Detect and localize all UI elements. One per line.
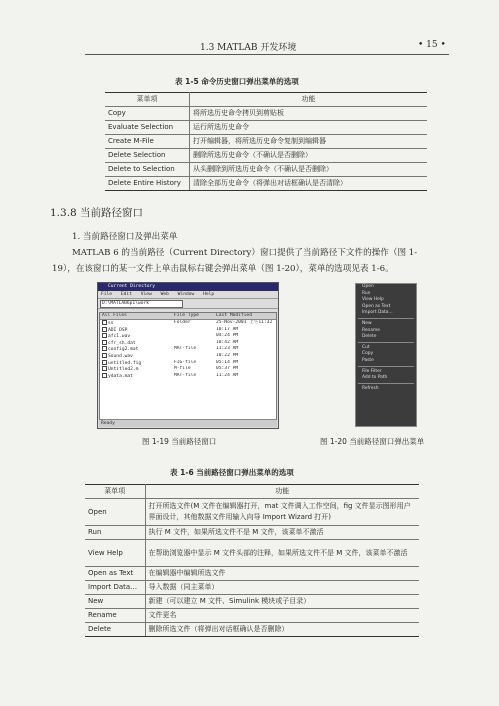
table-cell: Delete Selection bbox=[105, 149, 190, 163]
paragraph-line: 19），在该窗口的某一文件上单击鼠标右键会弹出菜单（图 1-20），菜单的选项见表 1-6。 bbox=[52, 264, 394, 274]
status-bar: Ready bbox=[99, 419, 277, 427]
file-type: MAT-file bbox=[174, 372, 197, 378]
current-directory-window bbox=[97, 282, 279, 429]
file-date: 10:17 AM bbox=[216, 326, 239, 332]
file-name: Sound.wav bbox=[108, 353, 133, 359]
table-row bbox=[85, 499, 419, 526]
context-menu-item[interactable]: Copy bbox=[362, 351, 374, 357]
table-cell: 在帮助浏览器中显示 M 文件头部的注释，如果所选文件不是 M 文件，该菜单不激活 bbox=[145, 540, 419, 567]
table-1-5 bbox=[105, 92, 427, 191]
path-field[interactable]: D:\MATLAB6p1\work bbox=[100, 300, 183, 308]
file-name: config2.mat bbox=[108, 347, 139, 353]
table-cell: Run bbox=[85, 526, 145, 540]
table-row bbox=[105, 121, 427, 135]
table-head-cell: 菜单项 bbox=[85, 485, 145, 499]
table-cell: Copy bbox=[105, 107, 190, 121]
menu-separator bbox=[358, 318, 414, 319]
file-name: untitled.fig bbox=[108, 360, 142, 366]
table-cell: 从头删除到所选历史命令（不确认是否删除） bbox=[190, 163, 428, 177]
context-menu-item[interactable]: Paste bbox=[362, 357, 374, 363]
table-cell: 打开编辑器，将所选历史命令复制到编辑器 bbox=[190, 135, 428, 149]
table-cell: Rename bbox=[85, 609, 145, 623]
column-header[interactable]: Last Modified bbox=[216, 313, 252, 318]
menu-window[interactable]: Window bbox=[177, 292, 195, 297]
file-name: ADI DSP bbox=[108, 327, 128, 333]
context-menu-item[interactable]: Open bbox=[362, 284, 374, 289]
file-type bbox=[174, 340, 216, 347]
table-row bbox=[85, 526, 419, 540]
file-row[interactable] bbox=[100, 327, 276, 334]
table-row bbox=[105, 149, 427, 163]
menu-view[interactable]: View bbox=[140, 292, 152, 297]
menu-help[interactable]: Help bbox=[203, 292, 215, 297]
window-title-bar bbox=[98, 283, 278, 291]
file-type: M-file bbox=[174, 366, 191, 372]
context-menu-item[interactable]: View Help bbox=[362, 297, 384, 303]
file-name: Untitled2.m bbox=[108, 367, 139, 373]
table-row bbox=[85, 609, 419, 623]
menu-web[interactable]: Web bbox=[160, 292, 169, 297]
table-cell: Import Data… bbox=[85, 581, 145, 595]
header-rule bbox=[85, 54, 449, 55]
table-cell: Open bbox=[85, 499, 145, 526]
table-head-cell: 菜单项 bbox=[105, 93, 190, 107]
page-number: • 15 • bbox=[418, 40, 446, 50]
file-date: 10:42 AM bbox=[216, 339, 239, 345]
table-head-cell: 功能 bbox=[190, 93, 428, 107]
file-row[interactable] bbox=[100, 353, 276, 360]
table-cell: 清除全部历史命令（将弹出对话框确认是否清除） bbox=[190, 177, 428, 191]
file-name: afc1.wav bbox=[108, 334, 131, 340]
figure-1-20-caption: 图 1-20 当前路径窗口弹出菜单 bbox=[320, 437, 425, 446]
table-cell: 删除所选历史命令（不确认是否删除） bbox=[190, 149, 428, 163]
table-row bbox=[105, 135, 427, 149]
file-name: cfr_sh.dat bbox=[108, 340, 136, 346]
context-menu-item[interactable]: Delete bbox=[362, 334, 377, 340]
context-menu-item[interactable]: Rename bbox=[362, 327, 381, 333]
table-1-5-caption: 表 1-5 命令历史窗口弹出菜单的选项 bbox=[175, 77, 299, 86]
table-cell: 运行所选历史命令 bbox=[190, 121, 428, 135]
file-type bbox=[174, 327, 216, 334]
subsection-heading: 1. 当前路径窗口及弹出菜单 bbox=[72, 232, 178, 242]
file-row[interactable] bbox=[100, 360, 276, 367]
file-date: 05:37 PM bbox=[216, 366, 239, 372]
table-cell: 将所选历史命令拷贝到剪贴板 bbox=[190, 107, 428, 121]
context-menu-item[interactable]: Run bbox=[362, 290, 371, 296]
file-date: 11:24 AM bbox=[216, 372, 239, 378]
context-menu-item[interactable]: Import Data... bbox=[362, 310, 393, 316]
table-cell: Delete Entire History bbox=[105, 177, 190, 191]
file-type bbox=[174, 333, 216, 340]
file-name: ss bbox=[108, 321, 114, 326]
file-type: FIG-file bbox=[174, 359, 197, 365]
table-cell: Delete bbox=[85, 623, 145, 637]
figure-1-19-caption: 图 1-19 当前路径窗口 bbox=[142, 437, 217, 446]
file-icon bbox=[102, 333, 107, 338]
menu-file[interactable]: File bbox=[101, 292, 113, 297]
window-title: Current Directory bbox=[108, 284, 156, 289]
table-1-6-caption: 表 1-6 当前路径窗口弹出菜单的选项 bbox=[170, 468, 294, 477]
table-cell: Open as Text bbox=[85, 567, 145, 581]
menu-separator bbox=[358, 383, 414, 384]
table-cell: 执行 M 文件，如果所选文件不是 M 文件，该菜单不激活 bbox=[145, 526, 419, 540]
window-menu-bar bbox=[98, 291, 278, 299]
file-row[interactable] bbox=[100, 340, 276, 347]
context-menu-item[interactable]: Open as Text bbox=[362, 303, 391, 309]
table-row bbox=[105, 163, 427, 177]
menu-edit[interactable]: Edit bbox=[120, 292, 132, 297]
file-name: ydata.mat bbox=[108, 373, 133, 379]
column-header[interactable]: All Files bbox=[102, 313, 127, 318]
context-menu-item[interactable]: New bbox=[362, 320, 372, 326]
file-icon bbox=[102, 373, 107, 378]
file-date: 04:24 PM bbox=[216, 333, 239, 339]
table-cell: Evaluate Selection bbox=[105, 121, 190, 135]
file-type bbox=[174, 353, 216, 360]
table-cell: 在编辑器中编辑所选文件 bbox=[145, 567, 419, 581]
table-cell: Delete to Selection bbox=[105, 163, 190, 177]
table-cell: 新建（可以建立 M 文件、Simulink 模块或子目录） bbox=[145, 595, 419, 609]
paragraph-line: MATLAB 6 的当前路径（Current Directory）窗口提供了当前路径下文件的操作（图 1- bbox=[72, 248, 418, 258]
table-cell: 删除所选文件（将弹出对话框确认是否删除） bbox=[145, 623, 419, 637]
file-icon bbox=[102, 346, 107, 351]
file-date: 11:23 AM bbox=[216, 346, 239, 352]
table-row bbox=[85, 595, 419, 609]
file-icon bbox=[102, 340, 107, 345]
context-menu-item[interactable]: Cut bbox=[362, 344, 370, 350]
table-row bbox=[105, 107, 427, 121]
file-type: Folder bbox=[174, 320, 191, 325]
file-date: 10:22 PM bbox=[216, 352, 239, 358]
table-row bbox=[85, 540, 419, 567]
section-heading: 1.3.8 当前路径窗口 bbox=[50, 207, 144, 219]
table-header-row bbox=[105, 93, 427, 107]
file-row[interactable] bbox=[100, 373, 276, 380]
menu-separator bbox=[358, 342, 414, 343]
table-header-row bbox=[85, 485, 419, 499]
file-icon bbox=[102, 360, 107, 365]
file-icon bbox=[102, 353, 107, 358]
context-menu-item[interactable]: Add to Path bbox=[362, 375, 388, 381]
file-row[interactable] bbox=[100, 333, 276, 340]
file-icon bbox=[102, 366, 107, 371]
file-row[interactable] bbox=[100, 366, 276, 373]
table-row bbox=[85, 623, 419, 637]
file-list-header bbox=[100, 313, 276, 320]
folder-icon bbox=[102, 320, 107, 325]
context-menu-item[interactable]: File Filter bbox=[362, 368, 382, 374]
context-menu-item[interactable]: Refresh bbox=[362, 385, 379, 391]
file-type: MAT-file bbox=[174, 346, 197, 352]
table-cell: New bbox=[85, 595, 145, 609]
table-row bbox=[85, 581, 419, 595]
table-cell: View Help bbox=[85, 540, 145, 567]
menu-separator bbox=[358, 366, 414, 367]
file-list bbox=[99, 312, 277, 420]
table-cell: 文件更名 bbox=[145, 609, 419, 623]
column-header[interactable]: File Type bbox=[174, 313, 199, 318]
folder-icon bbox=[102, 327, 107, 332]
table-cell: 导入数据（同主菜单） bbox=[145, 581, 419, 595]
table-head-cell: 功能 bbox=[145, 485, 419, 499]
table-1-6 bbox=[85, 484, 419, 637]
table-row bbox=[85, 567, 419, 581]
table-row bbox=[105, 177, 427, 191]
file-date: 25-Nov-2001 上午11:32 bbox=[216, 320, 273, 325]
window-toolbar bbox=[98, 299, 278, 309]
file-date: 05:14 PM bbox=[216, 359, 239, 365]
file-row[interactable] bbox=[100, 346, 276, 353]
running-header: 1.3 MATLAB 开发环境 bbox=[200, 43, 297, 53]
table-cell: Create M-File bbox=[105, 135, 190, 149]
context-menu bbox=[355, 283, 417, 427]
file-row[interactable] bbox=[100, 320, 276, 327]
table-cell: 打开所选文件(M 文件在编辑器打开，mat 文件调入工作空间，fig 文件显示图形用户界面设计，其他数据文件用输入向导 Import Wizard 打开) bbox=[145, 499, 419, 526]
